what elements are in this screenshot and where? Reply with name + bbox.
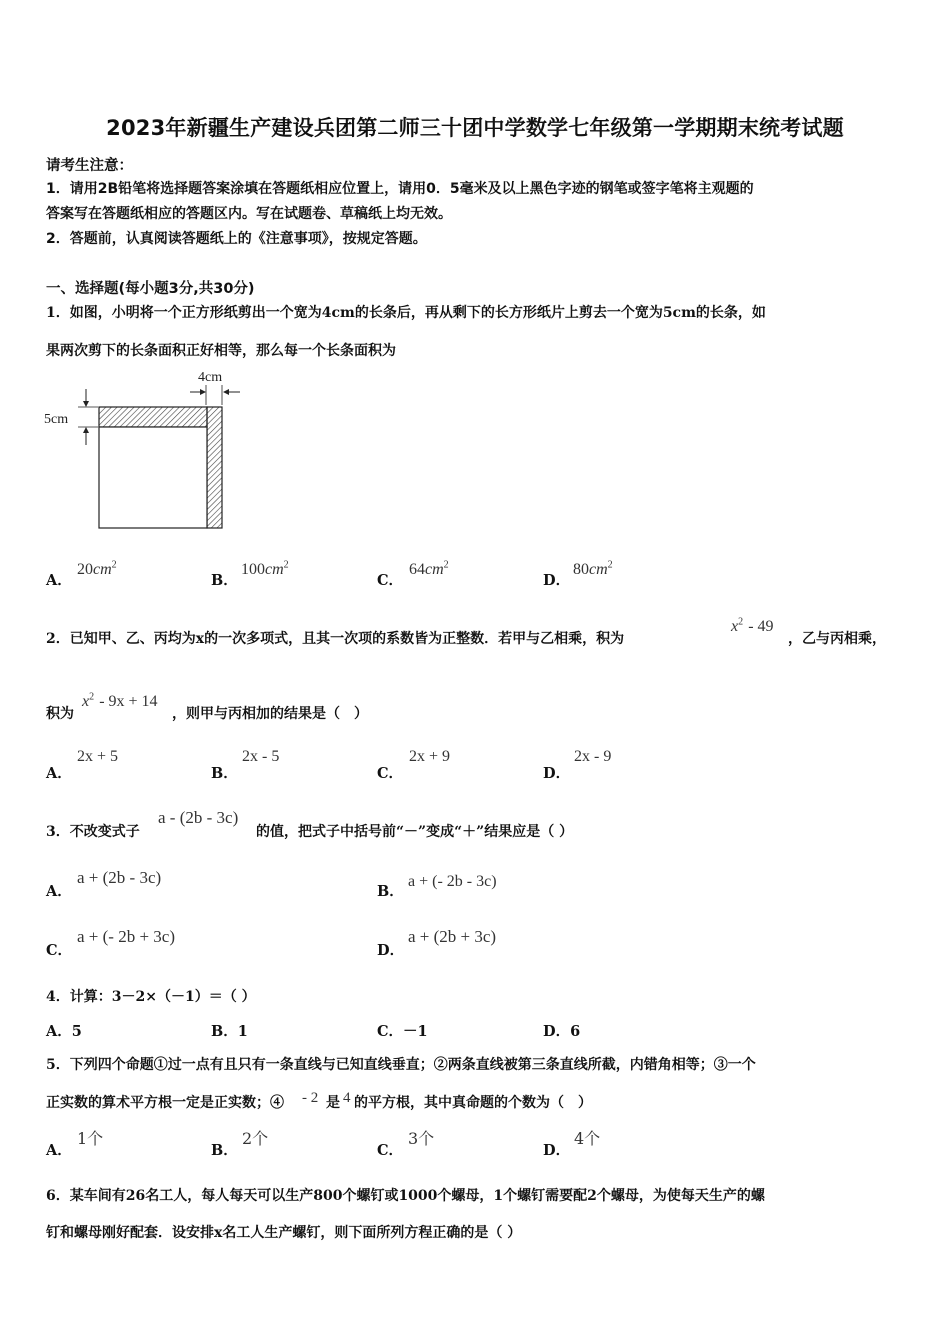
q2-option-d-value: 2x - 9 [574, 748, 612, 765]
arrowhead-left [200, 389, 206, 395]
q3-line-b: 的值，把式子中括号前“－”变成“＋”结果应是（ ） [256, 824, 574, 840]
arrowhead-right [223, 389, 229, 395]
q6-line-1: 6．某车间有26名工人，每人每天可以生产800个螺钉或1000个螺母，1个螺钉需要配2个螺母，为使每天生产的螺 [46, 1188, 765, 1204]
q1-option-a-value: $20cm^2$ [77, 559, 117, 578]
q1-line-1: 1．如图，小明将一个正方形纸剪出一个宽为4cm的长条后，再从剩下的长方形纸片上剪去一个宽为5cm的长条，如 [46, 305, 766, 321]
section-heading: 一、选择题(每小题3分,共30分) [46, 281, 255, 297]
arrowhead-top [83, 401, 89, 407]
arrowhead-bottom [83, 427, 89, 433]
q3-line-a: 3．不改变式子 [46, 824, 140, 840]
q1-option-a-label[interactable]: A． [46, 572, 72, 589]
q2-option-d-label[interactable]: D． [543, 765, 571, 782]
q3-option-a-label[interactable]: A． [46, 883, 72, 900]
q3-option-b-value: a + (- 2b - 3c) [408, 873, 497, 890]
q5-option-d-value: 4个 [574, 1129, 601, 1148]
q2-option-b-label[interactable]: B． [211, 765, 238, 782]
remaining-rect [99, 427, 207, 528]
q3-option-d-label[interactable]: D． [377, 942, 405, 959]
q2-option-a-label[interactable]: A． [46, 765, 72, 782]
q5-line-1: 5．下列四个命题①过一点有且只有一条直线与已知直线垂直；②两条直线被第三条直线所截，内错角相等；③一个 [46, 1057, 756, 1073]
q2-expr-1: $x^2 - 49$ [731, 616, 774, 635]
q4-line: 4．计算：3－2×（－1）＝（ ） [46, 989, 256, 1005]
notice-line-1a: 1．请用2B铅笔将选择题答案涂填在答题纸相应位置上，请用0．5毫米及以上黑色字迹的钢笔或签字笔将主观题的 [46, 181, 754, 197]
q5-option-d-label[interactable]: D． [543, 1142, 571, 1159]
right-strip [207, 407, 222, 528]
q4-option-b[interactable]: B．1 [211, 1023, 248, 1040]
q2-line-1b: ，乙与丙相乘， [788, 631, 886, 647]
q2-option-c-label[interactable]: C． [377, 765, 404, 782]
q1-option-d-label[interactable]: D． [543, 572, 571, 589]
q5-option-b-value: 2个 [242, 1129, 269, 1148]
q2-line-2b: ，则甲与丙相加的结果是（ ） [172, 706, 368, 722]
q4-option-a[interactable]: A．5 [46, 1023, 82, 1040]
q5-line-2b: 的平方根，其中真命题的个数为（ ） [354, 1095, 592, 1111]
q1-option-c-label[interactable]: C． [377, 572, 404, 589]
page-title: 2023年新疆生产建设兵团第二师三十团中学数学七年级第一学期期末统考试题 [106, 116, 844, 140]
label-5cm: 5cm [44, 412, 69, 427]
q3-option-a-value: a + (2b - 3c) [77, 868, 162, 887]
q6-line-2: 钉和螺母刚好配套．设安排x名工人生产螺钉，则下面所列方程正确的是（ ） [46, 1225, 522, 1241]
q3-option-b-label[interactable]: B． [377, 883, 404, 900]
top-strip [99, 407, 207, 427]
q3-option-c-value: a + (- 2b + 3c) [77, 927, 175, 946]
q5-expr-neg2: - 2 [302, 1090, 319, 1106]
q2-line-2a: 积为 [46, 706, 74, 722]
q1-option-d-value: $80cm^2$ [573, 559, 613, 578]
notice-heading: 请考生注意： [46, 158, 133, 174]
q1-figure [40, 365, 250, 537]
q5-line-2-mid: 是 [326, 1095, 340, 1111]
q2-line-1a: 2．已知甲、乙、丙均为x的一次多项式，且其一次项的系数皆为正整数．若甲与乙相乘，积为 [46, 631, 625, 647]
notice-line-2: 2．答题前，认真阅读答题纸上的《注意事项》，按规定答题。 [46, 231, 427, 247]
q4-option-c[interactable]: C．－1 [377, 1023, 428, 1040]
notice-line-1b: 答案写在答题纸相应的答题区内。写在试题卷、草稿纸上均无效。 [46, 206, 452, 222]
q5-option-a-value: 1个 [77, 1129, 104, 1148]
q2-expr-2: $x^2 - 9x + 14$ [82, 691, 158, 710]
q3-expr: a - (2b - 3c) [158, 808, 239, 827]
q4-option-d[interactable]: D．6 [543, 1023, 581, 1040]
q1-option-b-label[interactable]: B． [211, 572, 238, 589]
q5-expr-4: 4 [343, 1090, 351, 1106]
label-4cm: 4cm [198, 370, 223, 385]
q1-option-b-value: $100cm^2$ [241, 559, 289, 578]
q2-option-a-value: 2x + 5 [77, 748, 119, 765]
q5-option-c-value: 3个 [408, 1129, 435, 1148]
q1-line-2: 果两次剪下的长条面积正好相等，那么每一个长条面积为 [46, 343, 396, 359]
q3-option-d-value: a + (2b + 3c) [408, 927, 497, 946]
q3-option-c-label[interactable]: C． [46, 942, 73, 959]
q5-option-c-label[interactable]: C． [377, 1142, 404, 1159]
q5-option-a-label[interactable]: A． [46, 1142, 72, 1159]
q5-line-2a: 正实数的算术平方根一定是正实数；④ [46, 1095, 284, 1111]
q1-option-c-value: $64cm^2$ [409, 559, 449, 578]
q2-option-c-value: 2x + 9 [409, 748, 451, 765]
q2-option-b-value: 2x - 5 [242, 748, 280, 765]
q5-option-b-label[interactable]: B． [211, 1142, 238, 1159]
